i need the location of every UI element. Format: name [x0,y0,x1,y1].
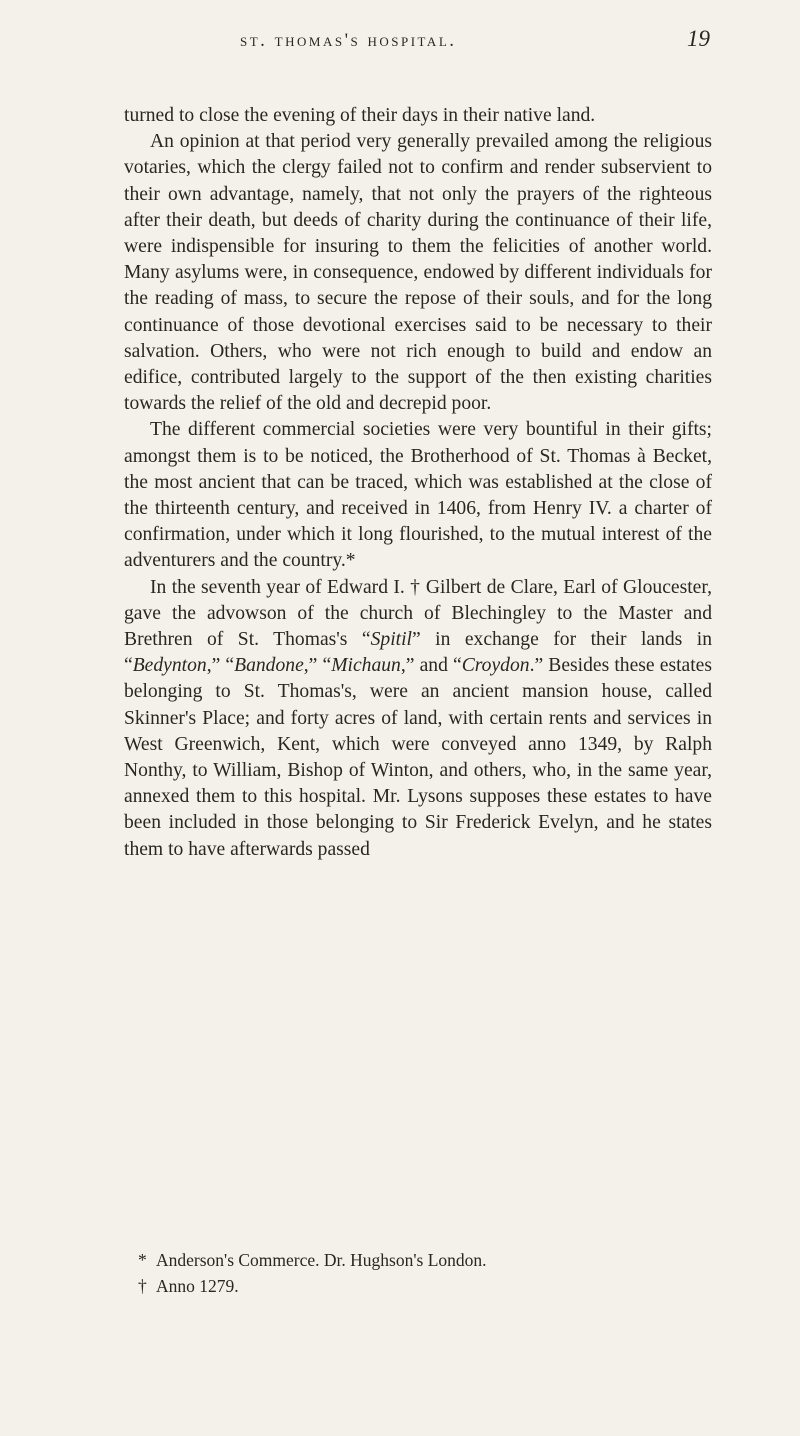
footnote-1 [138,1247,698,1273]
paragraph-4-text-4: ,” “ [303,655,332,677]
footnote-2 [138,1273,698,1299]
running-head [240,26,710,66]
place-name-bedynton: Bedynton [132,655,207,677]
paragraph-1: turned to close the evening of their days in their native land. [124,105,596,126]
footnote-mark: † [138,1276,147,1296]
footnotes [138,1247,698,1299]
place-name-michaun: Michaun [331,655,401,677]
paragraph-4 [124,575,712,863]
place-name-bandone: Bandone [234,655,304,677]
footnote-mark: * [138,1250,147,1270]
running-title: st. thomas's hospital. [240,30,457,51]
place-name-spitil: Spitil [370,629,412,651]
paragraph-4-text-2: ” in exchange for their lands in “ [124,629,713,677]
place-name-croydon: Croydon [461,655,530,677]
footnote-text: Anderson's Commerce. Dr. Hughson's London. [156,1250,487,1270]
paragraph-2: An opinion at that period very generally prevailed among the religious votaries, which the clergy failed not to confirm and render subservient to their own advantage, namely, that not only the prayers of the righteous after their death, but deeds of charity during the continuance of their life, were indispensible for insuring to them the felicities of another world. Many asylums were, in consequence, endowed by different individuals for the reading of mass, to secure the repose of their souls, and for the long continuance of those devotional exercises said to be necessary to their salvation. Others, who were not rich enough to build and endow an edifice, contributed largely to the support of the then existing charities towards the relief of the old and decrepid poor. [124,131,712,415]
paragraph-4-text-6: .” Besides these estates belonging to St. Thomas's, were an ancient mansion house, called Skinner's Place; and forty acres of land, with certain rents and services in West Greenwich, Kent, which were conveyed anno 1349, by Ralph Nonthy, to William, Bishop of Winton, and others, who, in the same year, annexed them to this hospital. Mr. Lysons supposes these estates to have been included in those belonging to Sir Frederick Evelyn, and he states them to have afterwards passed [124,655,712,860]
footnote-text: Anno 1279. [156,1276,239,1296]
paragraph-4-text-5: ,” and “ [400,655,462,677]
paragraph-4-text-3: ,” “ [206,655,235,677]
paragraph-3: The different commercial societies were very bountiful in their gifts; amongst them is to be noticed, the Brotherhood of St. Thomas à Becket, the most ancient that can be traced, which was established at the close of the thirteenth century, and received in 1406, from Henry IV. a charter of confirmation, under which it long flourished, to the mutual interest of the adventurers and the country.* [124,419,712,572]
paragraph-4-text-1: In the seventh year of Edward I. † Gilbert de Clare, Earl of Gloucester, gave the advowson of the church of Blechingley to the Master and Brethren of St. Thomas's “ [124,576,712,651]
body-text [124,103,712,863]
page-number: 19 [687,26,710,51]
